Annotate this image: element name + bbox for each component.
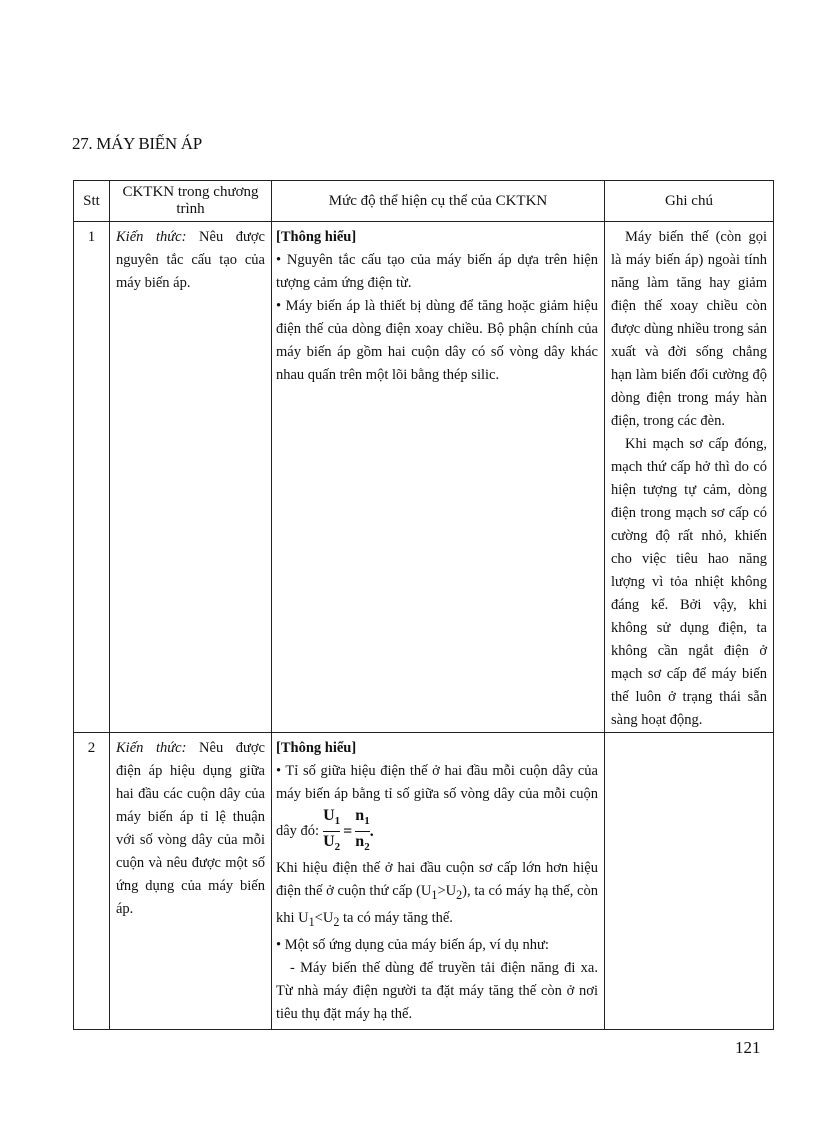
page-number: 121	[735, 1038, 761, 1057]
table-header-row	[74, 181, 774, 222]
application-item: - Máy biến thế dùng để truyền tải điện năng đi xa. Từ nhà máy điện người ta đặt máy tăng thế còn ở nơi tiêu thụ đặt máy hạ thế.	[276, 960, 598, 1023]
row-stt: 2	[74, 733, 110, 1030]
compare-paragraph: Khi hiệu điện thế ở hai đầu cuộn sơ cấp lớn hơn hiệu điện thế ở cuộn thứ cấp $(U_1>U_2)$, ta có máy hạ thế, còn khi $U_1<U_2$ ta có máy tăng thế.	[276, 860, 598, 930]
note-paragraph: Máy biến thế (còn gọi là máy biến áp) ngoài tính năng làm tăng hay giảm điện thế xoay chiều còn được dùng nhiều trong sản xuất và đời sống chẳng hạn làm biến đổi cường độ dòng điện trong máy hàn điện, trong các đèn.	[611, 229, 767, 429]
note-paragraph: Khi mạch sơ cấp đóng, mạch thứ cấp hở thì do có hiện tượng tự cảm, dòng điện trong mạch sơ cấp có cường độ rất nhỏ, khiến cho việc tiêu hao năng lượng vì tỏa nhiệt không đáng kể. Bởi vậy, khi không sử dụng điện, ta không cần ngắt điện ở mạch sơ cấp để máy biến thế luôn ở trạng thái sẵn sàng hoạt động.	[611, 436, 767, 728]
header-level: Mức độ thể hiện cụ thể của CKTKN	[272, 181, 605, 222]
header-note: Ghi chú	[605, 181, 774, 222]
section-title: 27. MÁY BIẾN ÁP	[72, 134, 202, 153]
req-label: Kiến thức:	[116, 229, 187, 245]
bullet-item: • Máy biến áp là thiết bị dùng để tăng hoặc giảm hiệu điện thế của dòng điện xoay chiều. Bộ phận chính của máy biến áp gồm hai cuộn dây có số vòng dây khác nhau quấn trên một lõi bằng thép silic.	[276, 298, 598, 383]
req-text: Nêu được nguyên tắc cấu tạo của máy biến áp.	[116, 229, 265, 291]
row-description	[272, 222, 605, 733]
table-row	[74, 733, 774, 1030]
ratio-paragraph	[276, 760, 598, 857]
ratio-text: • Tỉ số giữa hiệu điện thế ở hai đầu mỗi cuộn dây của máy biến áp bằng tỉ số giữa số vòng dây của mỗi cuộn dây đó:	[276, 763, 598, 840]
row-note-empty	[605, 733, 774, 1030]
req-text: Nêu được điện áp hiệu dụng giữa hai đầu các cuộn dây của máy biến áp tỉ lệ thuận với số vòng dây của mỗi cuộn và nêu được một số ứng dụng của máy biến áp.	[116, 740, 265, 917]
level-tag: [Thông hiểu]	[276, 229, 357, 245]
level-tag: [Thông hiểu]	[276, 740, 357, 756]
table-row	[74, 222, 774, 733]
content-table	[73, 180, 774, 1030]
row-requirement	[110, 222, 272, 733]
header-stt: Stt	[74, 181, 110, 222]
applications-title: • Một số ứng dụng của máy biến áp, ví dụ như:	[276, 937, 549, 954]
row-requirement	[110, 733, 272, 1030]
bullet-item: • Nguyên tắc cấu tạo của máy biến áp dựa trên hiện tượng cảm ứng điện từ.	[276, 252, 598, 291]
req-label: Kiến thức:	[116, 740, 187, 756]
row-note	[605, 222, 774, 733]
voltage-ratio-formula: $\frac{U_1}{U_2}$ = $\frac{n_1}{n_2}$ .	[323, 807, 374, 854]
row-stt: 1	[74, 222, 110, 733]
row-description	[272, 733, 605, 1030]
header-ckt: CKTKN trong chương trình	[110, 181, 272, 222]
